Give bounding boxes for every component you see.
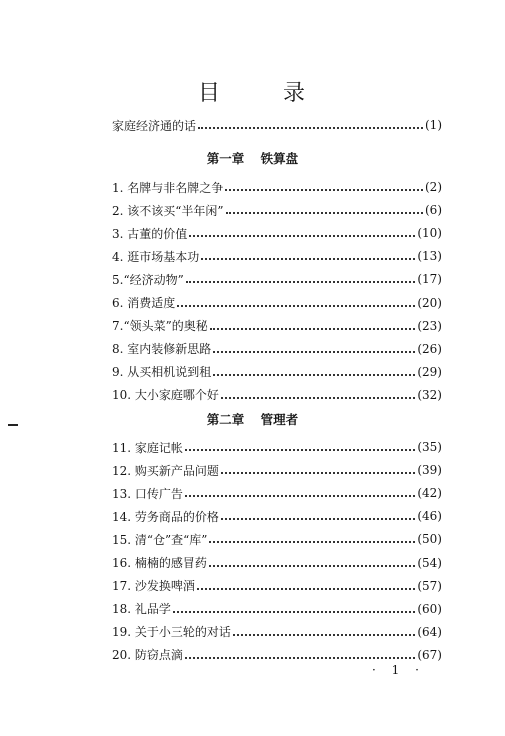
toc-entry-page: (67) — [417, 647, 442, 662]
toc-entry-label: 4. 逛市场基本功 — [112, 249, 200, 264]
scan-mark — [8, 424, 18, 426]
toc-entry-label: 1. 名牌与非名牌之争 — [112, 180, 224, 195]
leader-dots — [233, 622, 415, 636]
toc-entry-label: 15. 清“仓”查“库” — [112, 532, 208, 547]
chapter-name: 铁算盘 — [260, 151, 299, 166]
toc-entry-page: (20) — [417, 295, 442, 310]
page-title: 目 录 — [198, 81, 333, 106]
toc-entry-page: (13) — [417, 249, 442, 264]
toc-entry-label: 16. 楠楠的感冒药 — [112, 556, 207, 570]
chapter-name: 管理者 — [260, 412, 299, 427]
toc-entry-label: 2. 该不该买“半年闲” — [112, 203, 224, 218]
toc-entry — [112, 385, 442, 405]
leader-dots — [173, 599, 415, 613]
toc-entry-label: 11. 家庭记帐 — [112, 440, 183, 455]
toc-entry-page: (39) — [417, 463, 442, 478]
toc-entry-page: (54) — [417, 555, 442, 570]
leader-dots — [213, 362, 415, 376]
leader-dots — [189, 223, 415, 237]
toc-entry-page: (32) — [417, 387, 442, 402]
toc-entry — [112, 645, 442, 665]
toc-entry-page: (42) — [417, 486, 442, 501]
leader-dots — [221, 385, 415, 399]
toc-entry-page: (60) — [417, 601, 442, 616]
page-number: · 1 · — [372, 663, 425, 677]
toc-entry — [112, 223, 442, 243]
leader-dots — [185, 645, 415, 659]
leader-dots — [226, 200, 423, 214]
toc-entry-label: 13. 口传广告 — [112, 486, 183, 501]
leader-dots — [197, 576, 415, 590]
toc-entry-page: (17) — [417, 272, 442, 287]
toc-entry — [112, 599, 442, 619]
toc-entry — [112, 529, 442, 549]
toc-entry — [112, 506, 442, 526]
leader-dots — [177, 293, 415, 307]
toc-entry — [112, 316, 442, 336]
toc-entry-label: 14. 劳务商品的价格 — [112, 509, 219, 524]
toc-entry-page: (50) — [417, 532, 442, 547]
toc-entry — [112, 553, 442, 573]
toc-entry-page: (26) — [417, 341, 442, 356]
toc-entry — [112, 460, 442, 480]
toc-entry-page: (23) — [417, 318, 442, 333]
toc-entry-page: (10) — [417, 226, 442, 241]
chapter-heading-1 — [0, 149, 505, 167]
toc-entry — [112, 437, 442, 457]
toc-entry-page: (2) — [425, 180, 442, 194]
leader-dots — [209, 553, 415, 567]
toc-entry — [112, 622, 442, 642]
toc-entry — [112, 246, 442, 266]
chapter-number: 第一章 — [206, 151, 245, 166]
toc-entry — [112, 483, 442, 503]
toc-entry-page: (64) — [417, 624, 442, 639]
chapter-heading-2 — [0, 410, 505, 428]
leader-dots — [198, 115, 423, 129]
toc-entry-label: 17. 沙发换啤酒 — [112, 579, 195, 594]
toc-entry-label: 10. 大小家庭哪个好 — [112, 388, 219, 403]
toc-entry — [112, 339, 442, 359]
toc-entry-page: (57) — [417, 578, 442, 593]
toc-entry-label: 19. 关于小三轮的对话 — [112, 625, 231, 640]
leader-dots — [225, 177, 423, 191]
toc-entry-label: 9. 从买相机说到租 — [112, 365, 212, 380]
toc-entry-label: 18. 礼品学 — [112, 602, 171, 617]
toc-entry-label: 5.“经济动物” — [112, 272, 184, 287]
leader-dots — [221, 506, 415, 520]
leader-dots — [201, 246, 415, 260]
chapter-number: 第二章 — [206, 412, 245, 427]
toc-entry-preface — [112, 115, 442, 135]
toc-entry — [112, 200, 442, 220]
leader-dots — [221, 460, 415, 474]
toc-entry-page: (46) — [417, 509, 442, 524]
leader-dots — [213, 339, 415, 353]
toc-entry-label: 7.“领头菜”的奥秘 — [112, 319, 208, 334]
toc-entry — [112, 293, 442, 313]
toc-entry-page: (1) — [425, 118, 442, 132]
toc-entry-label: 20. 防窃点滴 — [112, 648, 183, 663]
toc-entry — [112, 269, 442, 289]
toc-entry-label: 12. 购买新产品问题 — [112, 463, 219, 478]
toc-entry-label: 8. 室内装修新思路 — [112, 342, 212, 357]
toc-entry-page: (29) — [417, 364, 442, 379]
leader-dots — [186, 269, 416, 283]
toc-entry-label: 3. 古董的价值 — [112, 226, 188, 241]
leader-dots — [210, 316, 416, 330]
toc-entry — [112, 576, 442, 596]
toc-entry — [112, 177, 442, 197]
toc-entry-page: (6) — [425, 203, 442, 218]
toc-entry-label: 家庭经济通的话 — [112, 118, 197, 133]
leader-dots — [185, 437, 415, 451]
leader-dots — [185, 483, 415, 497]
leader-dots — [209, 529, 415, 543]
toc-entry-label: 6. 消费适度 — [112, 296, 176, 310]
toc-entry-page: (35) — [417, 440, 442, 454]
toc-entry — [112, 362, 442, 382]
